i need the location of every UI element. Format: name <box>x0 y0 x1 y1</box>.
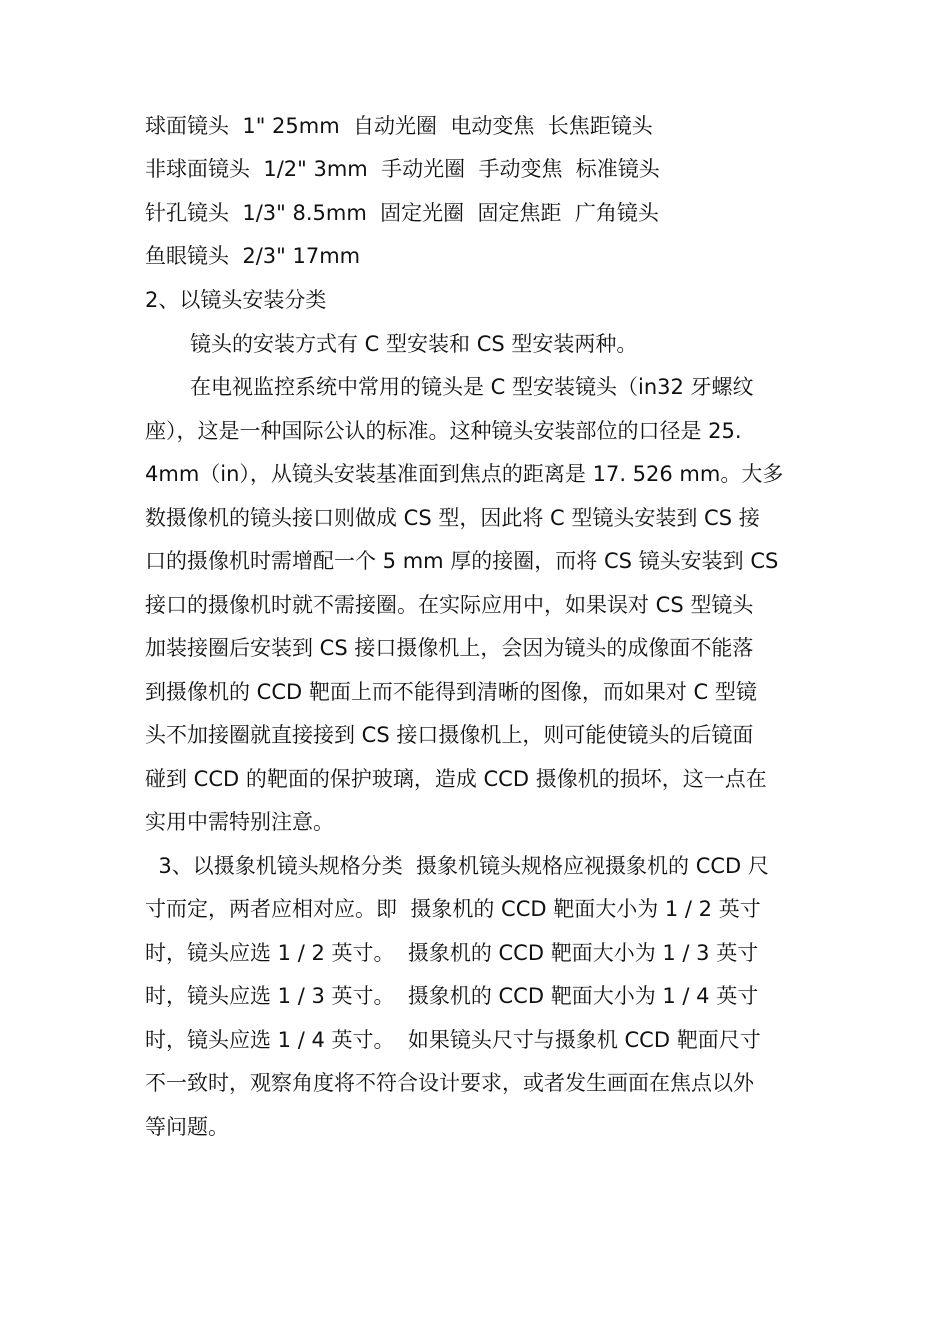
table-row: 非球面镜头 1/2" 3mm 手动光圈 手动变焦 标准镜头 <box>145 157 660 181</box>
paragraph-line: 实用中需特别注意。 <box>145 810 334 834</box>
paragraph-line: 不一致时，观察角度将不符合设计要求，或者发生画面在焦点以外 <box>145 1071 754 1095</box>
paragraph-line: 时，镜头应选 1 / 3 英寸。 摄象机的 CCD 靶面大小为 1 / 4 英寸 <box>145 984 759 1008</box>
table-row: 针孔镜头 1/3" 8.5mm 固定光圈 固定焦距 广角镜头 <box>145 201 659 225</box>
paragraph-line: 4mm（in），从镜头安装基准面到焦点的距离是 17. 526 mm。大多 <box>145 462 784 486</box>
paragraph-line: 数摄像机的镜头接口则做成 CS 型，因此将 C 型镜头安装到 CS 接 <box>145 506 760 530</box>
paragraph-line: 时，镜头应选 1 / 2 英寸。 摄象机的 CCD 靶面大小为 1 / 3 英寸 <box>145 941 759 965</box>
table-row: 球面镜头 1" 25mm 自动光圈 电动变焦 长焦距镜头 <box>145 114 653 138</box>
paragraph-line: 到摄像机的 CCD 靶面上而不能得到清晰的图像，而如果对 C 型镜 <box>145 680 757 704</box>
paragraph: 镜头的安装方式有 C 型安装和 CS 型安装两种。 <box>190 332 638 356</box>
paragraph-line: 寸而定，两者应相对应。即 摄象机的 CCD 靶面大小为 1 / 2 英寸 <box>145 897 761 921</box>
table-row: 鱼眼镜头 2/3" 17mm <box>145 244 361 268</box>
paragraph-line: 时，镜头应选 1 / 4 英寸。 如果镜头尺寸与摄象机 CCD 靶面尺寸 <box>145 1028 761 1052</box>
paragraph-line: 座），这是一种国际公认的标准。这种镜头安装部位的口径是 25. <box>145 419 742 443</box>
section-heading: 2、以镜头安装分类 <box>145 288 327 312</box>
paragraph-line: 3、以摄象机镜头规格分类 摄象机镜头规格应视摄象机的 CCD 尺 <box>145 854 769 878</box>
paragraph-line: 口的摄像机时需增配一个 5 mm 厚的接圈，而将 CS 镜头安装到 CS <box>145 549 779 573</box>
paragraph-line: 在电视监控系统中常用的镜头是 C 型安装镜头（in32 牙螺纹 <box>190 375 754 399</box>
paragraph-line: 加装接圈后安装到 CS 接口摄像机上，会因为镜头的成像面不能落 <box>145 636 754 660</box>
paragraph-line: 等问题。 <box>145 1115 229 1139</box>
paragraph-line: 头不加接圈就直接接到 CS 接口摄像机上，则可能使镜头的后镜面 <box>145 723 754 747</box>
paragraph-line: 碰到 CCD 的靶面的保护玻璃，造成 CCD 摄像机的损坏，这一点在 <box>145 767 767 791</box>
paragraph-line: 接口的摄像机时就不需接圈。在实际应用中，如果误对 CS 型镜头 <box>145 593 754 617</box>
